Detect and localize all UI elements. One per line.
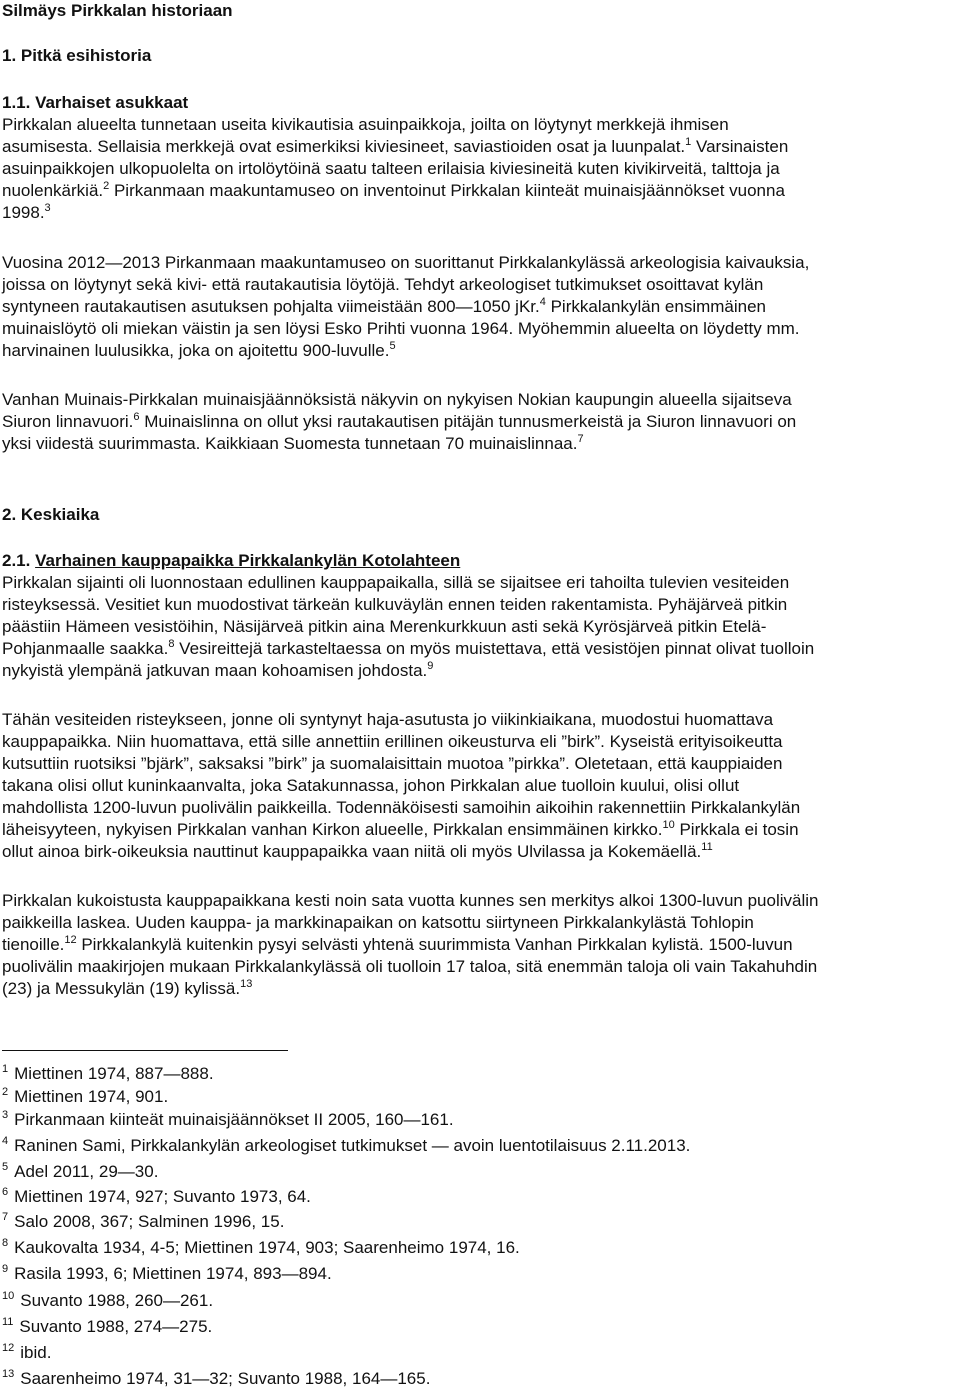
footnote-ref-8[interactable]: 8 — [168, 638, 175, 650]
footnote-ref-13[interactable]: 13 — [240, 978, 253, 990]
footnote-separator — [2, 1050, 288, 1051]
paragraph-3-line-2: Siuron linnavuori.$^6$ Muinaislinna on ollut yksi rautakautisen pitäjän tunnusmerkeistä ja Siuron linnavuori on — [2, 411, 797, 431]
paragraph-4-line-3: päästiin Hämeen vesistöihin, Näsijärveä pitkin aina Merenkurkkuun asti sekä Kyrösjärveä pitkin Etelä- — [2, 617, 767, 636]
paragraph-4-line-4: Pohjanmaalle saakka.$^8$ Vesireittejä tarkasteltaessa on myös muistettava, että vesistöjen pinnat olivat tuolloin — [2, 638, 815, 658]
paragraph-6-line-1: Pirkkalan kukoistusta kauppapaikkana kesti noin sata vuotta kunnes sen merkitys alkoi 1300-luvun puolivälin — [2, 891, 819, 910]
footnote-ref-12[interactable]: 12 — [64, 934, 77, 946]
footnote-13: $^{13}$ Saarenheimo 1974, 31—32; Suvanto 1988, 164—165. — [2, 1368, 431, 1388]
footnote-ref-7[interactable]: 7 — [577, 433, 584, 445]
paragraph-2-line-3: syntyneen rautakautisen asutuksen pohjalta viimeistään 800—1050 jKr.$^4$ Pirkkalankylän ensimmäinen — [2, 296, 767, 316]
paragraph-6-line-2: paikkeilla laskea. Uuden kauppa- ja markkinapaikan on katsottu siirtyneen Pirkkalankylästä Tohlopin — [2, 913, 754, 932]
paragraph-6-line-4: puolivälin maakirjojen mukaan Pirkkalankylässä oli tuolloin 17 taloa, sitä enemmän taloja oli vain Takahuhdin — [2, 957, 818, 976]
paragraph-5-line-4: takana olisi ollut kuninkaanvalta, joka Satakunnassa, johon Pirkkalan alue tuolloin kuului, olisi ollut — [2, 776, 740, 795]
footnote-ref-2[interactable]: 2 — [103, 180, 110, 192]
footnote-ref-11[interactable]: 11 — [701, 841, 713, 853]
footnote-12: $^{12}$ ibid. — [2, 1342, 52, 1362]
footnote-3: $^3$ Pirkanmaan kiinteät muinaisjäännökset II 2005, 160—161. — [2, 1109, 454, 1129]
paragraph-3-line-1: Vanhan Muinais-Pirkkalan muinaisjäännöksistä näkyvin on nykyisen Nokian kaupungin alueella sijaitseva — [2, 390, 792, 409]
footnote-ref-5[interactable]: 5 — [389, 340, 396, 352]
footnote-1: $^1$ Miettinen 1974, 887—888. — [2, 1063, 214, 1083]
paragraph-5-line-5: mahdollista 1200-luvun puolivälin paikkeilla. Todennäköisesti samoihin aikoihin rakennettiin Pirkkalankylän — [2, 798, 801, 817]
footnote-ref-10[interactable]: 10 — [662, 819, 675, 831]
paragraph-3-line-3: yksi viidestä suurimmasta. Kaikkiaan Suomesta tunnetaan 70 muinaislinnaa.$^7$ — [2, 433, 584, 453]
paragraph-5-line-2: kauppapaikka. Niin huomattava, että sille annettiin erillinen oikeusturva eli ”birk”. Kyseistä erityisoikeutta — [2, 732, 783, 751]
paragraph-5-line-3: kutsuttiin ruotsiksi ”bjärk”, saksaksi ”birk” ja suomalaisittain muotoa ”pirkka”. Oletetaan, että kauppiaiden — [2, 754, 783, 773]
footnote-ref-1[interactable]: 1 — [685, 136, 692, 148]
paragraph-2-line-1: Vuosina 2012—2013 Pirkanmaan maakuntamuseo on suorittanut Pirkkalankylässä arkeologisia kaivauksia, — [2, 253, 810, 272]
paragraph-4-line-1: Pirkkalan sijainti oli luonnostaan edullinen kauppapaikalla, sillä se sijaitsee eri tahoilta tulevien vesiteiden — [2, 573, 790, 592]
paragraph-2-line-4: muinaislöytö oli miekan väistin ja sen löysi Esko Prihti vuonna 1964. Myöhemmin alueelta on löydetty mm. — [2, 319, 800, 338]
section-heading-2-1: 2.1. Varhainen kauppapaikka Pirkkalankylän Kotolahteen — [2, 551, 461, 570]
paragraph-2-line-2: joissa on löytynyt sekä kivi- että rautakautisia löytöjä. Tehdyt arkeologiset tutkimukset osoittavat kylän — [2, 275, 764, 294]
section-heading-1-1: 1.1. Varhaiset asukkaat — [2, 93, 189, 112]
section-heading-1: 1. Pitkä esihistoria — [2, 46, 152, 65]
paragraph-1-line-5: 1998.$^3$ — [2, 202, 51, 222]
paragraph-6-line-5: (23) ja Messukylän (19) kylissä.$^{13}$ — [2, 978, 253, 998]
footnote-9: $^9$ Rasila 1993, 6; Miettinen 1974, 893—894. — [2, 1263, 332, 1283]
section-heading-2: 2. Keskiaika — [2, 505, 100, 524]
footnote-ref-6[interactable]: 6 — [133, 411, 140, 423]
paragraph-5-line-1: Tähän vesiteiden risteykseen, jonne oli syntynyt haja-asutusta jo viikinkiaikana, muodostui huomattava — [2, 710, 774, 729]
paragraph-2-line-5: harvinainen luulusikka, joka on ajoitettu 900-luvulle.$^5$ — [2, 340, 396, 360]
footnote-2: $^2$ Miettinen 1974, 901. — [2, 1086, 169, 1106]
paragraph-1-line-2: asumisesta. Sellaisia merkkejä ovat esimerkiksi kiviesineet, saviastioiden osat ja luunpalat.$^1$ Varsinaisten — [2, 136, 789, 156]
footnote-6: $^6$ Miettinen 1974, 927; Suvanto 1973, 64. — [2, 1186, 311, 1206]
paragraph-4-line-5: nykyistä ylempänä jatkuvan maan kohoamisen johdosta.$^9$ — [2, 660, 434, 680]
paragraph-6-line-3: tienoille.$^{12}$ Pirkkalankylä kuitenkin pysyi selvästi yhtenä suurimmista Vanhan Pirkkalan kylistä. 1500-luvun — [2, 934, 793, 954]
footnote-ref-3[interactable]: 3 — [44, 202, 51, 214]
document-title: Silmäys Pirkkalan historiaan — [2, 1, 233, 20]
paragraph-1-line-4: nuolenkärkiä.$^2$ Pirkanmaan maakuntamuseo on inventoinut Pirkkalan kiinteät muinaisjäännökset vuonna — [2, 180, 785, 200]
paragraph-1-line-3: asuinpaikkojen ulkopuolelta on irtolöytöinä saatu talteen erilaisia kiviesineitä kuten kivikirveitä, talttoja ja — [2, 159, 780, 178]
paragraph-5-line-6: läheisyyteen, nykyisen Pirkkalan vanhan Kirkon alueelle, Pirkkalan ensimmäinen kirkko.$^{10}$ Pirkkala ei tosin — [2, 819, 799, 839]
footnote-10: $^{10}$ Suvanto 1988, 260—261. — [2, 1290, 214, 1310]
footnote-ref-9[interactable]: 9 — [427, 660, 434, 672]
footnote-ref-4[interactable]: 4 — [539, 296, 546, 308]
paragraph-4-line-2: risteyksessä. Vesitiet kun muodostivat tärkeän kulkuväylän ennen teiden rakentamista. Pyhäjärveä pitkin — [2, 595, 788, 614]
paragraph-1-line-1: Pirkkalan alueelta tunnetaan useita kivikautisia asuinpaikkoja, joilta on löytynyt merkkejä ihmisen — [2, 115, 729, 134]
footnote-7: $^7$ Salo 2008, 367; Salminen 1996, 15. — [2, 1211, 285, 1231]
paragraph-5-line-7: ollut ainoa birk-oikeuksia nauttinut kauppapaikka vaan niitä oli myös Ulvilassa ja Kokemäellä.$^{11}$ — [2, 841, 713, 861]
footnote-5: $^5$ Adel 2011, 29—30. — [2, 1161, 159, 1181]
footnote-4: $^4$ Raninen Sami, Pirkkalankylän arkeologiset tutkimukset — avoin luentotilaisuus 2.11.2013. — [2, 1135, 691, 1155]
footnote-11: $^{11}$ Suvanto 1988, 274—275. — [2, 1316, 213, 1336]
footnote-8: $^8$ Kaukovalta 1934, 4-5; Miettinen 1974, 903; Saarenheimo 1974, 16. — [2, 1237, 520, 1257]
